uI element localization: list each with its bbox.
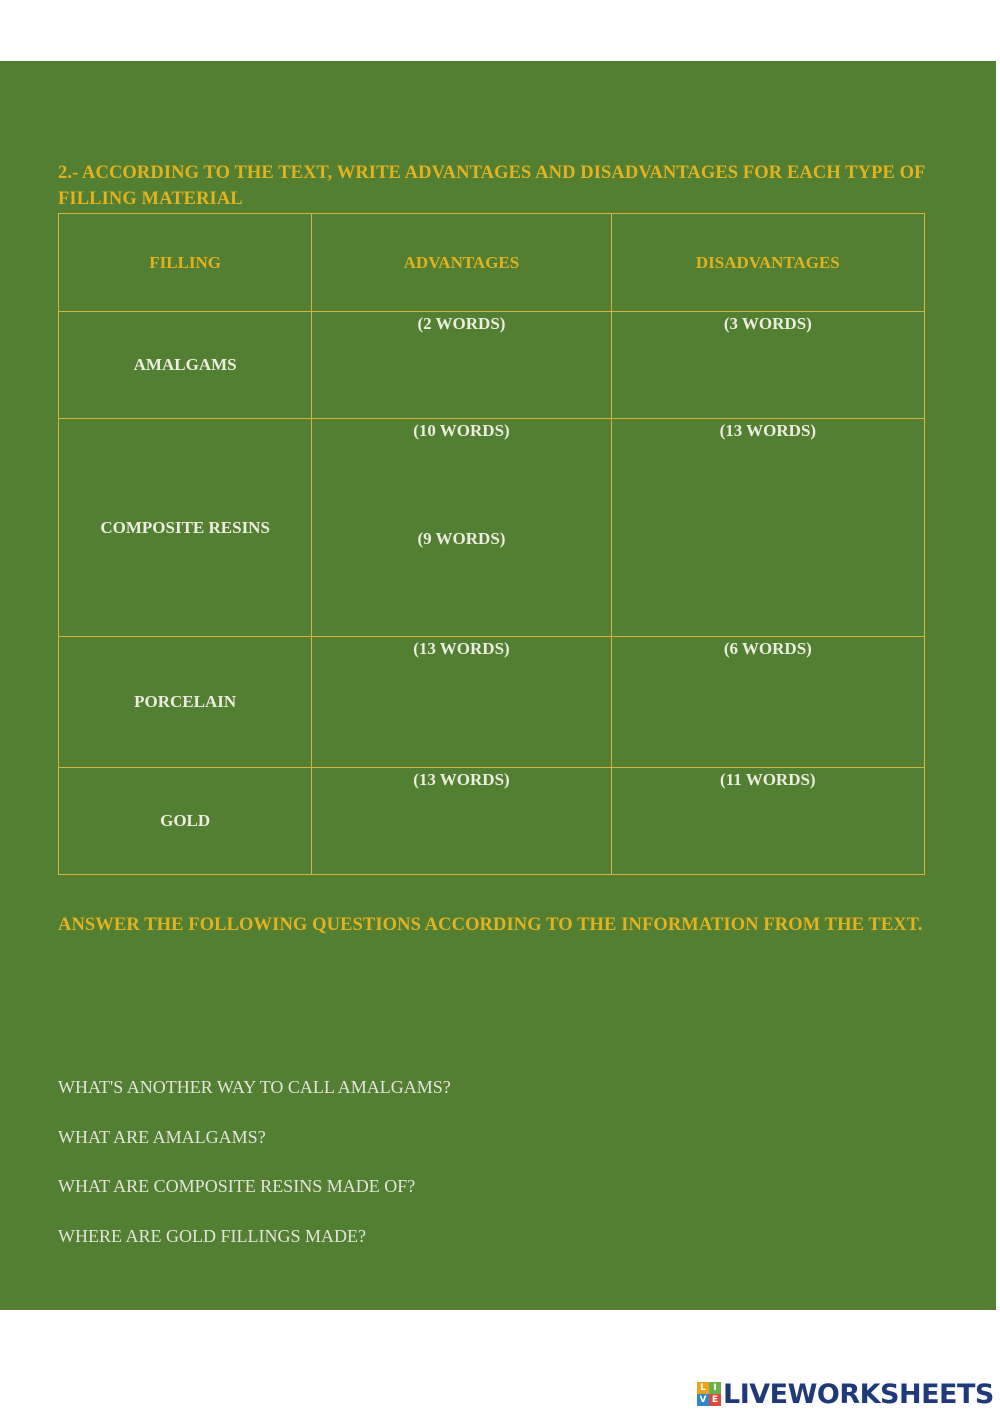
word-count-hint: (9 WORDS) bbox=[417, 529, 506, 548]
word-count-hint: (13 WORDS) bbox=[413, 639, 510, 658]
filling-name: GOLD bbox=[59, 768, 312, 875]
word-count-hint: (13 WORDS) bbox=[413, 770, 510, 789]
disadvantages-answer-cell[interactable] bbox=[611, 768, 924, 875]
questions-list bbox=[58, 1073, 451, 1271]
word-count-hint: (2 WORDS) bbox=[417, 314, 506, 333]
disadvantages-answer-cell[interactable] bbox=[611, 419, 924, 637]
table-row-gold bbox=[59, 768, 925, 875]
disadvantages-answer-cell[interactable] bbox=[611, 312, 924, 419]
question-item: WHAT'S ANOTHER WAY TO CALL AMALGAMS? bbox=[58, 1077, 451, 1097]
filling-name: COMPOSITE RESINS bbox=[59, 419, 312, 637]
advantages-answer-cell[interactable] bbox=[312, 419, 611, 637]
word-count-hint: (11 WORDS) bbox=[720, 770, 816, 789]
advantages-answer-cell[interactable] bbox=[312, 312, 611, 419]
logo-text: LIVEWORKSHEETS bbox=[723, 1378, 994, 1410]
column-header-disadvantages: DISADVANTAGES bbox=[611, 214, 924, 312]
filling-name: PORCELAIN bbox=[59, 637, 312, 768]
question-item: WHERE ARE GOLD FILLINGS MADE? bbox=[58, 1225, 366, 1246]
question-item: WHAT ARE AMALGAMS? bbox=[58, 1126, 266, 1147]
word-count-hint: (13 WORDS) bbox=[719, 421, 817, 440]
question-item: WHAT ARE COMPOSITE RESINS MADE OF? bbox=[58, 1176, 416, 1196]
table-row-composite-resins bbox=[59, 419, 925, 637]
filling-materials-table bbox=[58, 213, 925, 875]
table-header-row bbox=[59, 214, 925, 312]
table-row-porcelain bbox=[59, 637, 925, 768]
questions-heading: ANSWER THE FOLLOWING QUESTIONS ACCORDING TO THE INFORMATION FROM THE TEXT. bbox=[58, 915, 923, 935]
word-count-hint: (10 WORDS) bbox=[413, 421, 510, 440]
worksheet-page bbox=[0, 61, 996, 1310]
exercise-heading: 2.- ACCORDING TO THE TEXT, WRITE ADVANTAGES AND DISADVANTAGES FOR EACH TYPE OF FILLING MATERIAL bbox=[58, 163, 925, 209]
filling-name: AMALGAMS bbox=[59, 312, 312, 419]
word-count-hint: (6 WORDS) bbox=[723, 639, 812, 658]
word-count-hint: (3 WORDS) bbox=[723, 314, 812, 333]
advantages-answer-cell[interactable] bbox=[312, 768, 611, 875]
column-header-filling: FILLING bbox=[59, 214, 312, 312]
disadvantages-answer-cell[interactable] bbox=[611, 637, 924, 768]
advantages-answer-cell[interactable] bbox=[312, 637, 611, 768]
liveworksheets-icon: L I V E bbox=[697, 1382, 721, 1406]
table-row-amalgams bbox=[59, 312, 925, 419]
liveworksheets-logo bbox=[697, 1376, 994, 1412]
column-header-advantages: ADVANTAGES bbox=[312, 214, 611, 312]
